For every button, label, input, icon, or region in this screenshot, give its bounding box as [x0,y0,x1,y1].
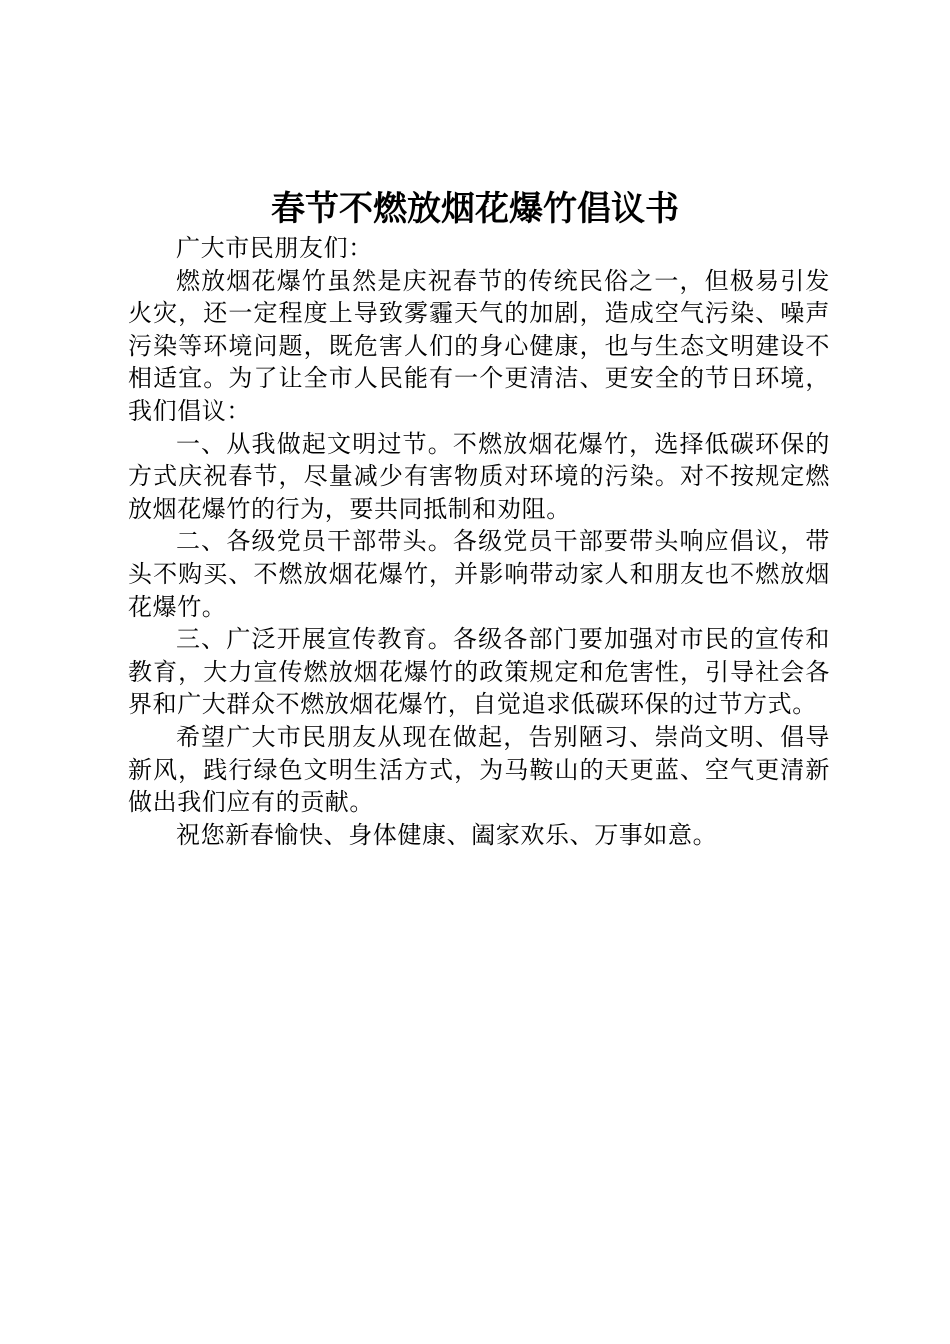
document-body [128,232,830,851]
salutation: 广大市民朋友们： [176,234,373,262]
paragraph-hope: 希望广大市民朋友从现在做起，告别陋习、崇尚文明、倡导新风，践行绿色文明生活方式，为马鞍山的天更蓝、空气更清新做出我们应有的贡献。 [128,722,830,817]
paragraph-wishes: 祝您新春愉快、身体健康、阖家欢乐、万事如意。 [176,820,718,849]
paragraph-point-1: 一、从我做起文明过节。不燃放烟花爆竹，选择低碳环保的方式庆祝春节，尽量减少有害物质对环境的污染。对不按规定燃放烟花爆竹的行为，要共同抵制和劝阻。 [128,429,830,523]
paragraph-point-2: 二、各级党员干部带头。各级党员干部要带头响应倡议，带头不购买、不燃放烟花爆竹，并影响带动家人和朋友也不燃放烟花爆竹。 [128,527,830,621]
document-title: 春节不燃放烟花爆竹倡议书 [271,189,679,229]
paragraph-intro: 燃放烟花爆竹虽然是庆祝春节的传统民俗之一，但极易引发火灾，还一定程度上导致雾霾天气的加剧，造成空气污染、噪声污染等环境问题，既危害人们的身心健康，也与生态文明建设不相适宜。为了让全市人民能有一个更清洁、更安全的节日环境，我们倡议： [128,266,830,425]
paragraph-point-3: 三、广泛开展宣传教育。各级各部门要加强对市民的宣传和教育，大力宣传燃放烟花爆竹的政策规定和危害性，引导社会各界和广大群众不燃放烟花爆竹，自觉追求低碳环保的过节方式。 [128,625,830,719]
